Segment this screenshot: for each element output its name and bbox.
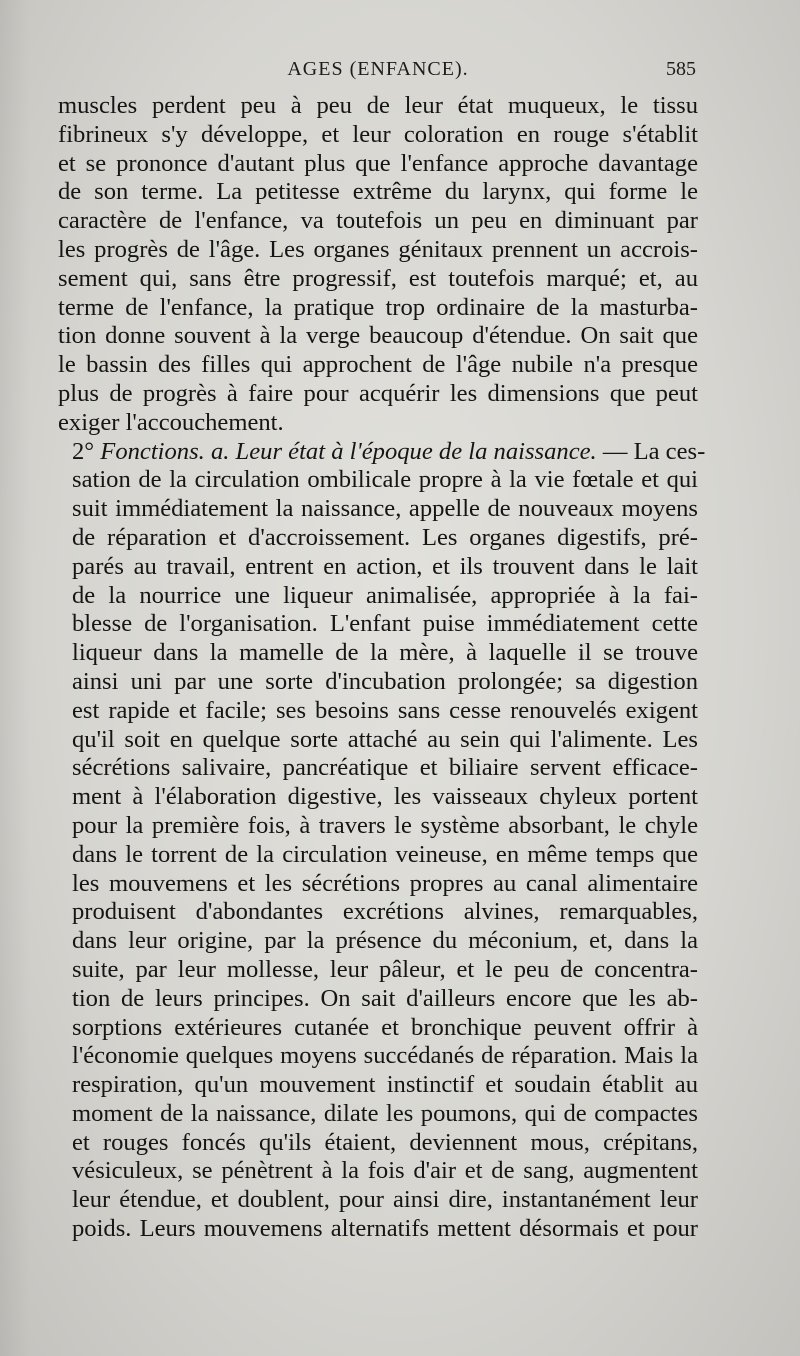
text-line: sécrétions salivaire, pancréatique et biliaire servent efficace- <box>72 754 698 782</box>
text-line: pour la première fois, à travers le système absorbant, le chyle <box>72 811 698 839</box>
page-fold-shadow <box>0 0 30 1356</box>
text-line: de son terme. La petitesse extrême du larynx, qui forme le <box>58 178 698 206</box>
text-line: caractère de l'enfance, va toutefois un peu en diminuant par <box>58 207 698 235</box>
text-line: de réparation et d'accroissement. Les organes digestifs, pré- <box>72 523 698 551</box>
text-line: parés au travail, entrent en action, et ils trouvent dans le lait <box>72 552 698 580</box>
text-line: les mouvemens et les sécrétions propres au canal alimentaire <box>72 869 698 897</box>
text-line: poids. Leurs mouvemens alternatifs mettent désormais et pour <box>72 1215 698 1243</box>
text-line: moment de la naissance, dilate les poumons, qui de compactes <box>72 1099 698 1127</box>
text-line: vésiculeux, se pénètrent à la fois d'air et de sang, augmentent <box>72 1157 698 1185</box>
text-line: dans leur origine, par la présence du méconium, et, dans la <box>72 927 698 955</box>
text-line: qu'il soit en quelque sorte attaché au sein qui l'alimente. Les <box>72 725 698 753</box>
text-line: suite, par leur mollesse, leur pâleur, et le peu de concentra- <box>72 955 698 983</box>
text-line: et se prononce d'autant plus que l'enfance approche davantage <box>58 149 698 177</box>
running-head <box>60 58 696 81</box>
text-line: et rouges foncés qu'ils étaient, deviennent mous, crépitans, <box>72 1128 698 1156</box>
section-number: 2° <box>72 437 95 465</box>
text-line: exiger l'accouchement. <box>58 408 284 436</box>
text-line: blesse de l'organisation. L'enfant puise immédiatement cette <box>72 610 698 638</box>
body-text <box>58 92 706 1244</box>
text-line: muscles perdent peu à peu de leur état muqueux, le tissu <box>58 92 698 119</box>
text-line: tion de leurs principes. On sait d'ailleurs encore que les ab- <box>72 984 698 1012</box>
text-line: le bassin des filles qui approchent de l'âge nubile n'a presque <box>58 351 698 379</box>
text-line: fibrineux s'y développe, et leur coloration en rouge s'établit <box>58 120 698 148</box>
text-line: sorptions extérieures cutanée et bronchique peuvent offrir à <box>72 1013 698 1041</box>
text-line: produisent d'abondantes excrétions alvines, remarquables, <box>72 898 698 926</box>
section-lead-text: — La ces- <box>596 437 706 465</box>
section-heading-line <box>58 437 706 467</box>
page-header <box>60 58 696 86</box>
text-line: de la nourrice une liqueur animalisée, appropriée à la fai- <box>72 581 698 609</box>
page-number: 585 <box>666 58 696 80</box>
text-line: ainsi uni par une sorte d'incubation prolongée; sa digestion <box>72 667 698 695</box>
text-line: liqueur dans la mamelle de la mère, à laquelle il se trouve <box>72 639 698 667</box>
text-line: est rapide et facile; ses besoins sans cesse renouvelés exigent <box>72 696 698 724</box>
text-line: sation de la circulation ombilicale propre à la vie fœtale et qui <box>72 466 698 494</box>
text-line: l'économie quelques moyens succédanés de réparation. Mais la <box>72 1042 698 1070</box>
text-line: dans le torrent de la circulation veineuse, en même temps que <box>72 840 698 868</box>
paragraph-1 <box>58 92 698 438</box>
text-line: sement qui, sans être progressif, est toutefois marqué; et, au <box>58 264 698 292</box>
paragraph-2 <box>58 437 706 1244</box>
text-line: terme de l'enfance, la pratique trop ordinaire de la masturba- <box>58 293 698 321</box>
running-head-close: ). <box>454 58 469 80</box>
text-line: les progrès de l'âge. Les organes génitaux prennent un accrois- <box>58 235 698 263</box>
text-line: respiration, qu'un mouvement instinctif et soudain établit au <box>72 1071 698 1099</box>
running-head-title: AGES ( <box>287 58 358 80</box>
text-line: ment à l'élaboration digestive, les vaisseaux chyleux portent <box>72 783 698 811</box>
text-line: suit immédiatement la naissance, appelle de nouveaux moyens <box>72 495 698 523</box>
section-heading: Fonctions. a. Leur état à l'époque de la naissance. <box>100 437 597 465</box>
text-line: tion donne souvent à la verge beaucoup d'étendue. On sait que <box>58 322 698 350</box>
text-line: plus de progrès à faire pour acquérir les dimensions que peut <box>58 379 698 407</box>
running-head-subtitle: ENFANCE <box>357 58 455 80</box>
text-line: leur étendue, et doublent, pour ainsi dire, instantanément leur <box>72 1186 698 1214</box>
